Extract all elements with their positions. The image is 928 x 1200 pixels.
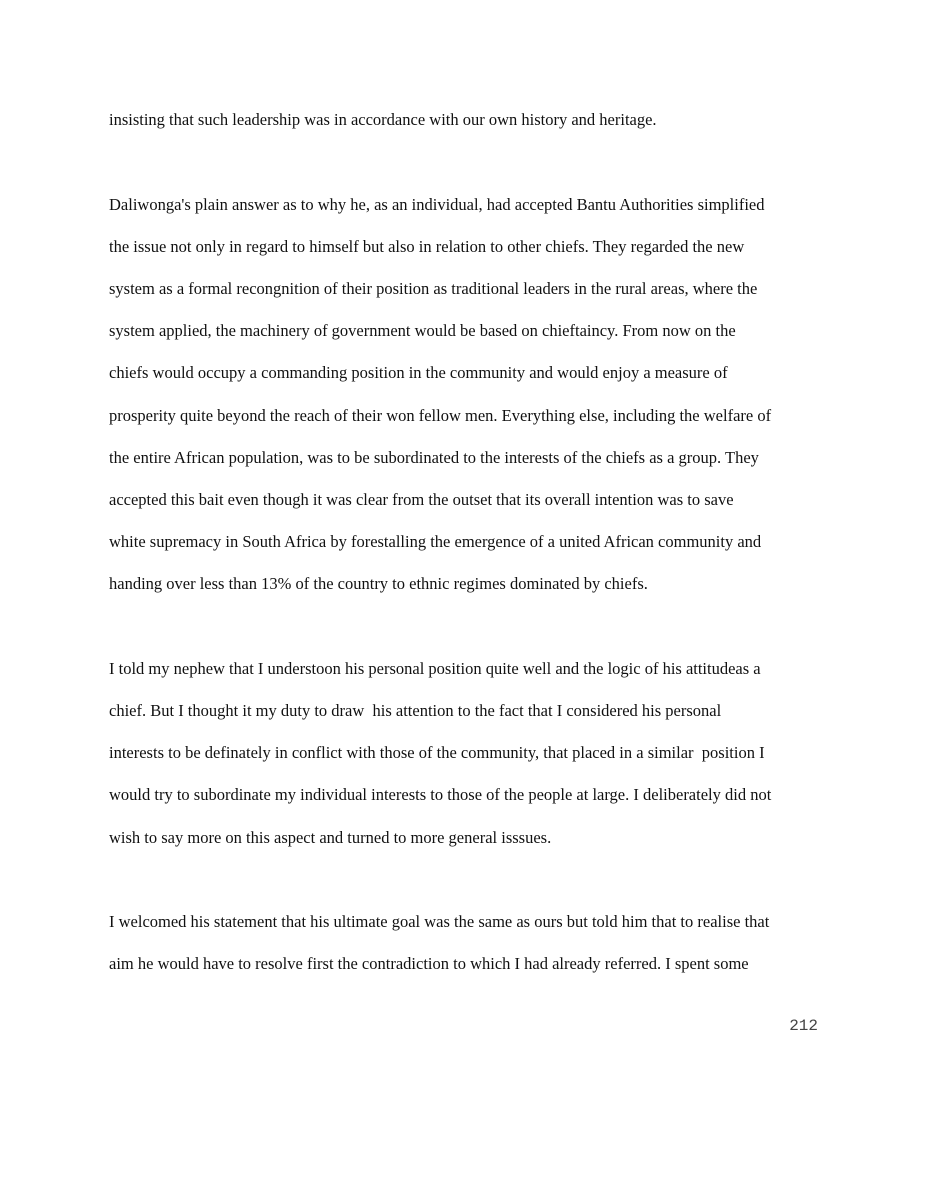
paragraph-line: the issue not only in regard to himself but also in relation to other chiefs. They regarded the new (109, 237, 745, 256)
paragraph-line: chiefs would occupy a commanding position in the community and would enjoy a measure of (109, 363, 728, 382)
paragraph-line: aim he would have to resolve first the contradiction to which I had already referred. I spent some (109, 954, 749, 973)
paragraph-line: white supremacy in South Africa by forestalling the emergence of a united African community and (109, 532, 762, 551)
paragraph-line: chief. But I thought it my duty to draw his attention to the fact that I considered his personal (109, 701, 722, 720)
paragraph-line: I welcomed his statement that his ultimate goal was the same as ours but told him that to realise that (109, 912, 770, 931)
paragraph-line: I told my nephew that I understoon his personal position quite well and the logic of his attitudeas a (109, 659, 761, 678)
paragraph-line: insisting that such leadership was in accordance with our own history and heritage. (109, 110, 657, 129)
paragraph-line: accepted this bait even though it was clear from the outset that its overall intention was to save (109, 490, 734, 509)
paragraph-line: handing over less than 13% of the country to ethnic regimes dominated by chiefs. (109, 574, 648, 593)
page-number: 212 (789, 1017, 818, 1035)
paragraph-line: wish to say more on this aspect and turned to more general isssues. (109, 828, 552, 847)
paragraph-line: system as a formal recongnition of their position as traditional leaders in the rural areas, where the (109, 279, 758, 298)
paragraph-line: prosperity quite beyond the reach of their won fellow men. Everything else, including the welfare of (109, 406, 772, 425)
paragraph-line: the entire African population, was to be subordinated to the interests of the chiefs as a group. They (109, 448, 759, 467)
paragraph-line: system applied, the machinery of government would be based on chieftaincy. From now on the (109, 321, 736, 340)
paragraph-line: interests to be definately in conflict with those of the community, that placed in a similar position I (109, 743, 765, 762)
paragraph-line: would try to subordinate my individual interests to those of the people at large. I deliberately did not (109, 785, 772, 804)
paragraph-line: Daliwonga's plain answer as to why he, as an individual, had accepted Bantu Authorities simplified (109, 195, 765, 214)
